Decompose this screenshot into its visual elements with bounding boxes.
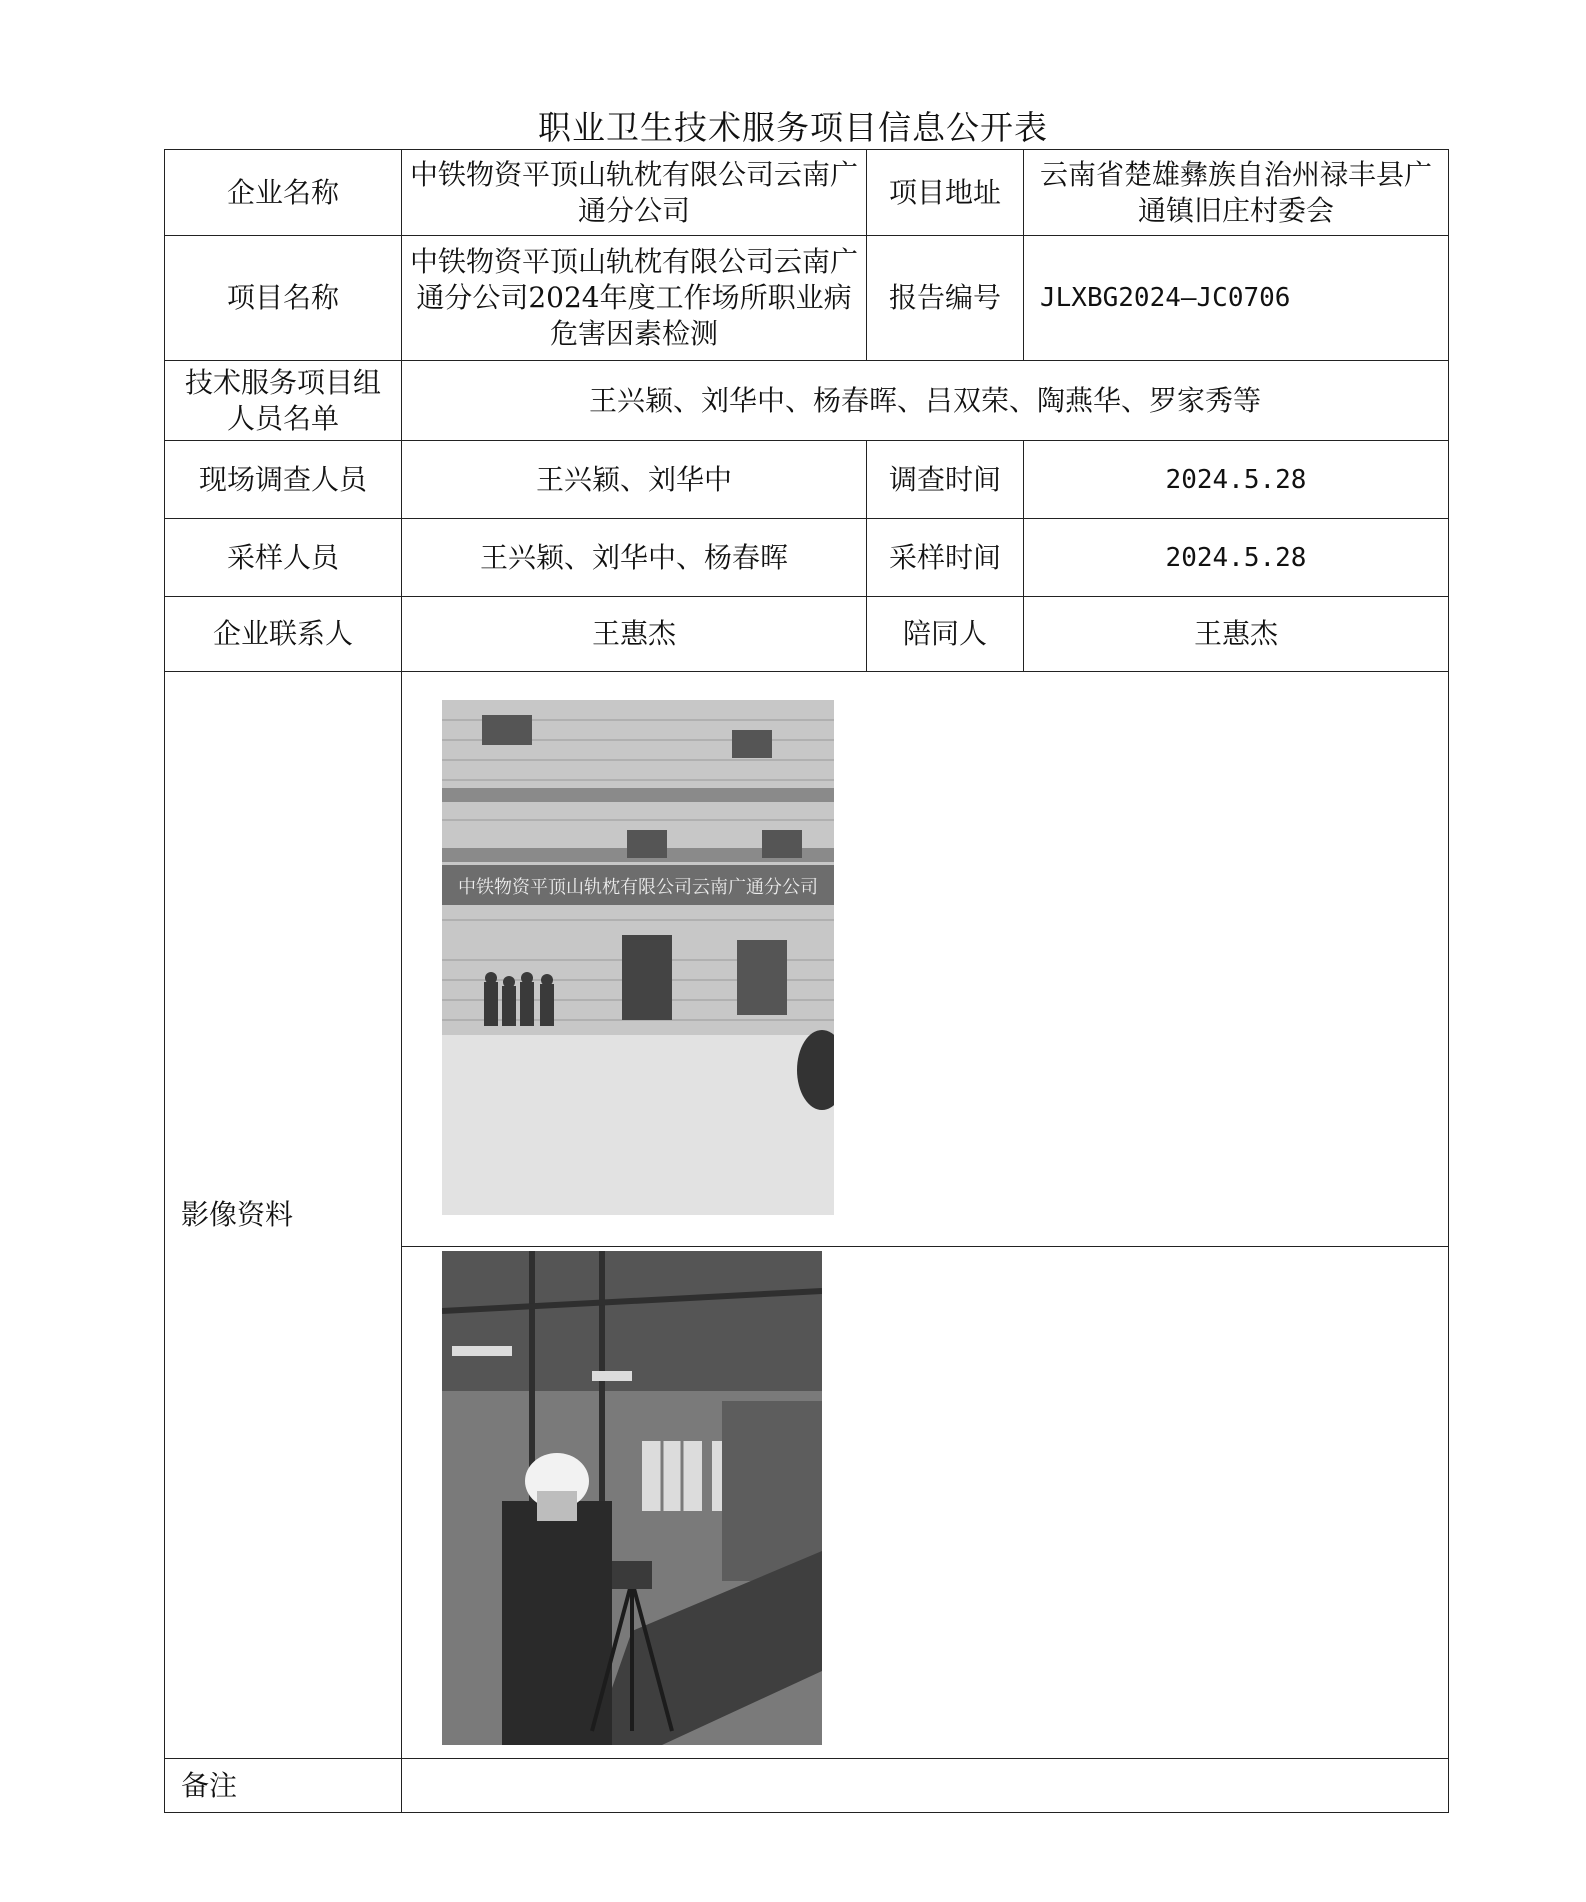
company-value: 中铁物资平顶山轨枕有限公司云南广通分公司 xyxy=(402,150,867,236)
report-number: JLXBG2024—JC0706 xyxy=(1024,236,1449,361)
escort-value: 王惠杰 xyxy=(1024,597,1449,672)
row-project xyxy=(165,236,1449,361)
workshop-photo xyxy=(442,1251,822,1745)
company-label: 企业名称 xyxy=(165,150,402,236)
sampling-value: 王兴颖、刘华中、杨春晖 xyxy=(402,519,867,597)
row-remarks xyxy=(165,1759,1449,1813)
contact-label: 企业联系人 xyxy=(165,597,402,672)
project-label: 项目名称 xyxy=(165,236,402,361)
address-label: 项目地址 xyxy=(867,150,1024,236)
escort-label: 陪同人 xyxy=(867,597,1024,672)
sampling-time-label: 采样时间 xyxy=(867,519,1024,597)
remarks-value xyxy=(402,1759,1449,1813)
page-title: 职业卫生技术服务项目信息公开表 xyxy=(538,108,1048,147)
survey-time-label: 调查时间 xyxy=(867,441,1024,519)
photo-cell-2 xyxy=(402,1247,1449,1759)
remarks-label: 备注 xyxy=(165,1759,402,1813)
team-value: 王兴颖、刘华中、杨春晖、吕双荣、陶燕华、罗家秀等 xyxy=(402,361,1449,441)
photo-cell-1 xyxy=(402,672,1449,1247)
images-label: 影像资料 xyxy=(165,672,402,1759)
row-contact xyxy=(165,597,1449,672)
sampling-time-value: 2024.5.28 xyxy=(1024,519,1449,597)
info-table xyxy=(164,149,1449,1813)
address-value: 云南省楚雄彝族自治州禄丰县广通镇旧庄村委会 xyxy=(1024,150,1449,236)
sign-text: 中铁物资平顶山轨枕有限公司云南广通分公司 xyxy=(458,877,818,898)
row-company xyxy=(165,150,1449,236)
row-survey xyxy=(165,441,1449,519)
building-photo xyxy=(442,700,834,1215)
row-photo-1 xyxy=(165,672,1449,1247)
project-value: 中铁物资平顶山轨枕有限公司云南广通分公司2024年度工作场所职业病危害因素检测 xyxy=(402,236,867,361)
contact-value: 王惠杰 xyxy=(402,597,867,672)
report-label: 报告编号 xyxy=(867,236,1024,361)
team-label: 技术服务项目组人员名单 xyxy=(165,361,402,441)
row-sampling xyxy=(165,519,1449,597)
sampling-label: 采样人员 xyxy=(165,519,402,597)
survey-label: 现场调查人员 xyxy=(165,441,402,519)
row-team xyxy=(165,361,1449,441)
survey-value: 王兴颖、刘华中 xyxy=(402,441,867,519)
survey-time-value: 2024.5.28 xyxy=(1024,441,1449,519)
